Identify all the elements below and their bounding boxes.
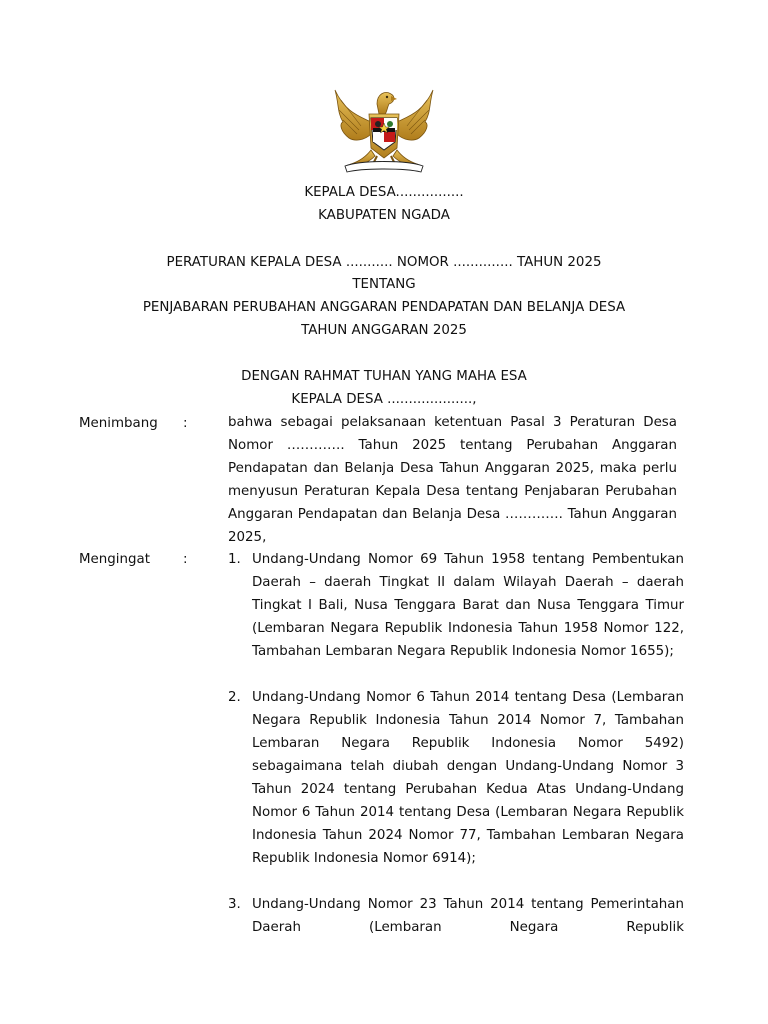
header-village-head: KEPALA DESA................ [304,185,464,200]
regulation-budget-year: TAHUN ANGGARAN 2025 [301,323,467,338]
garuda-emblem-icon [331,82,437,178]
menimbang-text: bahwa sebagai pelaksanaan ketentuan Pasal 3 Peraturan Desa Nomor …………. Tahun 2025 tentang Perubahan Anggaran Pendapatan dan Belanja Desa Tahun Anggaran 2025, maka perlu menyusun Peraturan Kepala Desa tentang Penjabaran Perubahan Anggaran Pendapatan dan Belanja Desa …………. Tahun Anggaran 2025, [228,415,677,545]
list-item-text: Undang-Undang Nomor 69 Tahun 1958 tentang Pembentukan Daerah – daerah Tingkat II dalam Wilayah Daerah – daerah Tingkat I Bali, Nusa Tenggara Barat dan Nusa Tenggara Timur (Lembaran Negara Republik Indonesia Tahun 1958 Nomor 122, Tambahan Lembaran Negara Republik Indonesia Nomor 1655); [252,552,684,659]
list-item-text: Undang-Undang Nomor 6 Tahun 2014 tentang Desa (Lembaran Negara Republik Indonesia Tahun 2014 Nomor 7, Tambahan Lembaran Negara Republik Indonesia Nomor 5492) sebagaimana telah diubah dengan Undang-Undang Nomor 3 Tahun 2024 tentang Perubahan Kedua Atas Undang-Undang Nomor 6 Tahun 2014 tentang Desa (Lembaran Negara Republik Indonesia Tahun 2024 Nomor 77, Tambahan Lembaran Negara Republik Indonesia Nomor 6914); [252,690,684,866]
regulation-title: PERATURAN KEPALA DESA ........... NOMOR .............. TAHUN 2025 [166,255,602,270]
regulation-subject: PENJABARAN PERUBAHAN ANGGARAN PENDAPATAN DAN BELANJA DESA [142,300,626,315]
list-number: 1. [228,552,241,567]
menimbang-colon: : [183,416,188,431]
mengingat-item [228,893,684,939]
mengingat-colon: : [183,552,188,567]
list-item-text: Undang-Undang Nomor 23 Tahun 2014 tentang Pemerintahan Daerah (Lembaran Negara Republik [252,897,684,935]
regulation-about: TENTANG [352,277,416,292]
list-number: 2. [228,690,241,705]
header-regency: KABUPATEN NGADA [318,208,450,223]
mengingat-label: Mengingat [79,552,150,567]
menimbang-label: Menimbang [79,416,158,431]
opening-village-head: KEPALA DESA ...................., [291,392,477,407]
mengingat-item [228,548,684,663]
mengingat-item [228,686,684,870]
list-number: 3. [228,897,241,912]
opening-phrase: DENGAN RAHMAT TUHAN YANG MAHA ESA [241,369,527,384]
